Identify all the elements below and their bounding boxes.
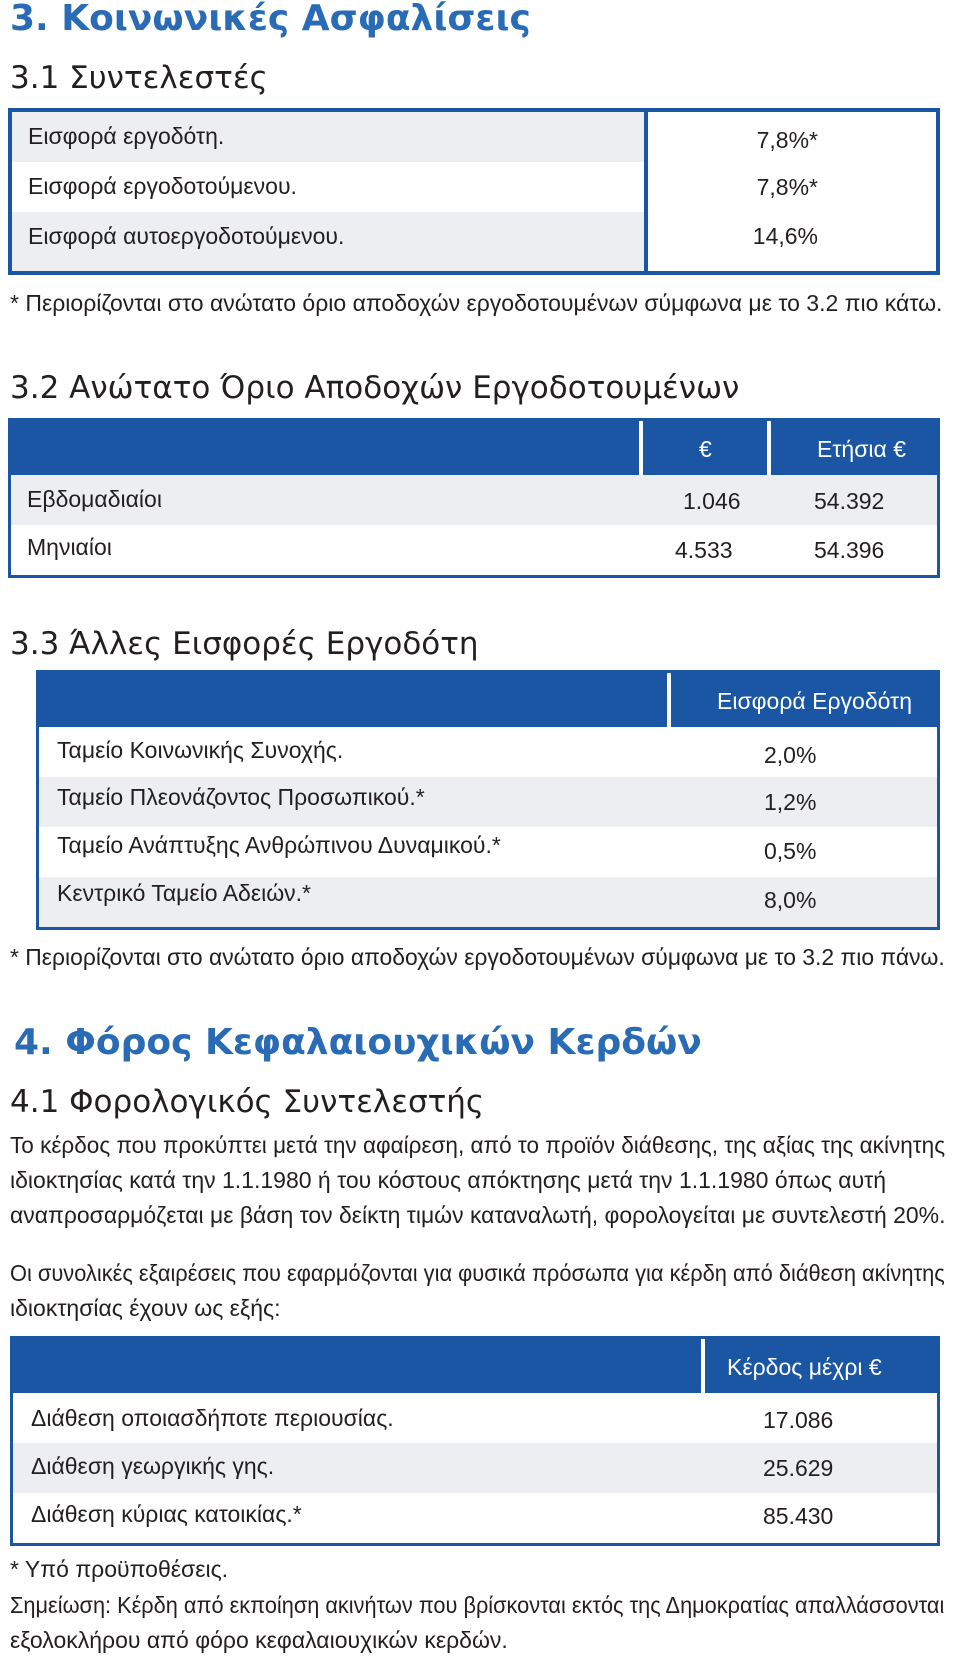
paragraph-line: εξολοκλήρου από φόρο κεφαλαιουχικών κερδών. bbox=[10, 1627, 508, 1653]
column-divider bbox=[644, 112, 648, 271]
row-label: Εβδομαδιαίοι bbox=[27, 486, 162, 512]
header-divider bbox=[701, 1339, 705, 1393]
tax-rate-paragraph bbox=[10, 1128, 950, 1233]
subsection-4-1-title: 4.1 Φορολογικός Συντελεστής bbox=[10, 1084, 485, 1120]
row-label: Εισφορά αυτοεργοδοτούμενου. bbox=[28, 223, 345, 249]
row-value: 7,8%* bbox=[756, 127, 818, 153]
row-value: 1,2% bbox=[764, 789, 817, 815]
row-label: Κεντρικό Ταμείο Αδειών.* bbox=[57, 880, 312, 906]
paragraph-line: Οι συνολικές εξαιρέσεις που εφαρμόζονται για φυσικά πρόσωπα για κέρδη από διάθεση ακίνητης bbox=[10, 1260, 945, 1286]
header-divider bbox=[667, 673, 671, 727]
table-row bbox=[13, 1443, 937, 1493]
header-divider bbox=[639, 421, 643, 475]
table-row bbox=[12, 112, 644, 162]
row-label: Διάθεση κύριας κατοικίας.* bbox=[31, 1501, 302, 1527]
row-label: Εισφορά εργοδοτούμενου. bbox=[28, 173, 297, 199]
section-4-title: 4. Φόρος Κεφαλαιουχικών Κερδών bbox=[14, 1022, 702, 1063]
rates-footnote: * Περιορίζονται στο ανώτατο όριο αποδοχών εργοδοτουμένων σύμφωνα με το 3.2 πιο κάτω. bbox=[10, 290, 943, 316]
row-label: Ταμείο Ανάπτυξης Ανθρώπινου Δυναμικού.* bbox=[57, 832, 501, 858]
table-row bbox=[13, 1393, 937, 1443]
earnings-ceiling-table bbox=[8, 418, 940, 578]
row-value: 14,6% bbox=[752, 223, 818, 249]
contributions-footnote: * Περιορίζονται στο ανώτατο όριο αποδοχών εργοδοτουμένων σύμφωνα με το 3.2 πιο πάνω. bbox=[10, 944, 945, 970]
paragraph-line: Σημείωση: Κέρδη από εκποίηση ακινήτων που βρίσκονται εκτός της Δημοκρατίας απαλλάσσονται bbox=[10, 1592, 945, 1618]
table-header bbox=[13, 1339, 937, 1393]
subsection-3-1-title: 3.1 Συντελεστές bbox=[10, 60, 268, 96]
header-employer-contribution: Εισφορά Εργοδότη bbox=[717, 688, 912, 714]
paragraph-line: αναπροσαρμόζεται με βάση τον δείκτη τιμών καταναλωτή, φορολογείται με συντελεστή 20%. bbox=[10, 1202, 946, 1228]
conditions-footnote: * Υπό προϋποθέσεις. bbox=[10, 1556, 229, 1582]
table-header bbox=[39, 673, 937, 727]
table-row bbox=[39, 727, 937, 777]
section-3-title: 3. Κοινωνικές Ασφαλίσεις bbox=[10, 0, 531, 39]
note-paragraph bbox=[10, 1588, 950, 1658]
other-contributions-table bbox=[36, 670, 940, 930]
header-divider bbox=[767, 421, 771, 475]
table-header bbox=[11, 421, 937, 475]
exemptions-table bbox=[10, 1336, 940, 1546]
row-monthly-eur: 4.533 bbox=[675, 537, 733, 563]
paragraph-line: ιδιοκτησίας έχουν ως εξής: bbox=[10, 1295, 281, 1321]
header-annual: Ετήσια € bbox=[817, 436, 907, 462]
header-gain-up-to: Κέρδος μέχρι € bbox=[727, 1354, 882, 1380]
row-value: 0,5% bbox=[764, 838, 817, 864]
table-row bbox=[39, 827, 937, 877]
row-annual: 54.392 bbox=[814, 488, 885, 514]
subsection-3-3-title: 3.3 Άλλες Εισφορές Εργοδότη bbox=[10, 626, 479, 662]
row-value: 85.430 bbox=[763, 1503, 834, 1529]
paragraph-line: Το κέρδος που προκύπτει μετά την αφαίρεση, από το προϊόν διάθεσης, της αξίας της ακίνητης bbox=[10, 1132, 946, 1158]
row-value: 17.086 bbox=[763, 1407, 834, 1433]
table-row bbox=[39, 877, 937, 927]
table-row bbox=[12, 212, 644, 271]
row-label: Ταμείο Πλεονάζοντος Προσωπικού.* bbox=[57, 784, 425, 810]
subsection-3-2-title: 3.2 Ανώτατο Όριο Αποδοχών Εργοδοτουμένων bbox=[10, 370, 740, 406]
rates-table bbox=[8, 108, 940, 275]
row-label: Ταμείο Κοινωνικής Συνοχής. bbox=[57, 737, 344, 763]
table-row bbox=[11, 475, 937, 525]
table-row bbox=[11, 525, 937, 575]
row-label: Διάθεση γεωργικής γης. bbox=[31, 1453, 275, 1479]
row-label: Μηνιαίοι bbox=[27, 534, 112, 560]
row-label: Διάθεση οποιασδήποτε περιουσίας. bbox=[31, 1405, 394, 1431]
row-annual: 54.396 bbox=[814, 537, 885, 563]
header-eur: € bbox=[699, 436, 712, 462]
row-value: 7,8%* bbox=[756, 174, 818, 200]
table-row bbox=[39, 777, 937, 827]
row-value: 2,0% bbox=[764, 742, 817, 768]
row-label: Εισφορά εργοδότη. bbox=[28, 123, 225, 149]
table-row bbox=[12, 162, 644, 212]
paragraph-line: ιδιοκτησίας κατά την 1.1.1980 ή του κόστους απόκτησης μετά την 1.1.1980 όπως αυτή bbox=[10, 1167, 887, 1193]
row-weekly-eur: 1.046 bbox=[683, 488, 741, 514]
exemptions-paragraph bbox=[10, 1256, 950, 1326]
row-value: 8,0% bbox=[764, 887, 817, 913]
row-value: 25.629 bbox=[763, 1455, 834, 1481]
table-row bbox=[13, 1493, 937, 1543]
